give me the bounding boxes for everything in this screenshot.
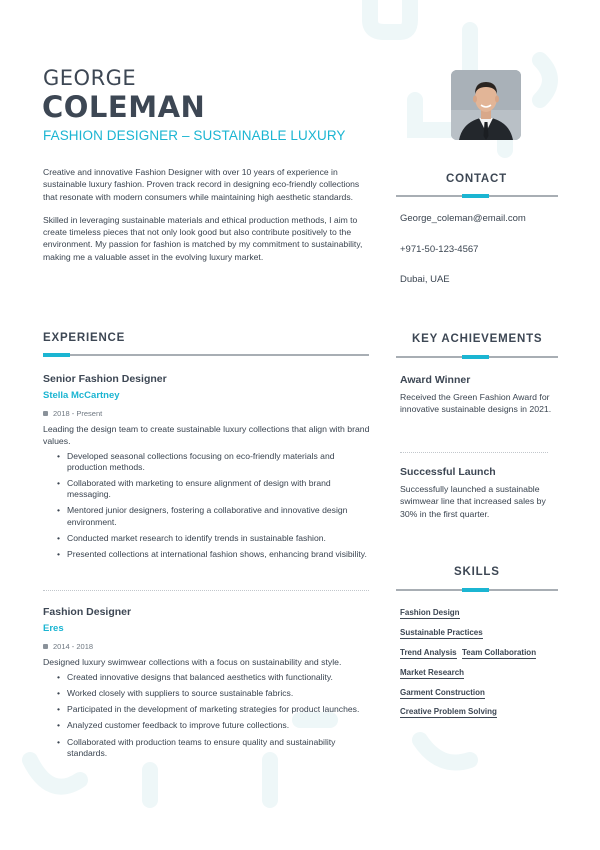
skill-tag: Team Collaboration	[462, 648, 537, 657]
achievement-divider	[400, 452, 548, 453]
skill-tag: Market Research	[400, 668, 465, 677]
skill-tag: Trend Analysis	[400, 648, 457, 657]
contact-location: Dubai, UAE	[400, 274, 450, 285]
job-bullet: • Collaborated with marketing to ensure alignment of design with brand messaging.	[57, 478, 370, 500]
job-bullet: • Worked closely with suppliers to source sustainable fabrics.	[57, 688, 370, 699]
profile-photo	[451, 70, 521, 140]
skill-tag: Fashion Design	[400, 608, 460, 617]
job-role: Senior Fashion Designer	[43, 373, 167, 385]
experience-heading: EXPERIENCE	[43, 332, 126, 344]
contact-rule-accent	[462, 194, 489, 198]
job-bullet: • Developed seasonal collections focusing on eco-friendly materials and production methods.	[57, 451, 370, 473]
skills-rule-accent	[462, 588, 489, 592]
job-role: Fashion Designer	[43, 606, 132, 618]
skill-tag: Creative Problem Solving	[400, 707, 497, 716]
job-entry	[43, 606, 370, 764]
calendar-icon	[43, 644, 48, 649]
job-company: Stella McCartney	[43, 390, 120, 401]
skill-tag: Garment Construction	[400, 688, 485, 697]
achievements-rule	[396, 356, 558, 358]
contact-rule	[396, 195, 558, 197]
achievements-rule-accent	[462, 355, 489, 359]
job-description: Designed luxury swimwear collections with a focus on sustainability and style.	[43, 657, 342, 667]
job-bullets	[43, 451, 370, 561]
achievement-text: Received the Green Fashion Award for innovative sustainable designs in 2021.	[400, 392, 552, 415]
achievement-item	[400, 466, 560, 520]
job-bullet: • Participated in the development of marketing strategies for product launches.	[57, 704, 370, 715]
experience-rule	[43, 354, 369, 356]
calendar-icon	[43, 411, 48, 416]
achievements-heading: KEY ACHIEVEMENTS	[412, 333, 543, 345]
last-name: COLEMAN	[42, 90, 206, 124]
achievement-text: Successfully launched a sustainable swimwear line that increased sales by 30% in the first quarter.	[400, 484, 546, 519]
job-description: Leading the design team to create sustainable luxury collections that align with brand values.	[43, 424, 370, 446]
experience-rule-accent	[43, 353, 70, 357]
job-dates-text: 2018 - Present	[53, 409, 103, 418]
summary-paragraph: Creative and innovative Fashion Designer with over 10 years of experience in sustainable luxury fashion. Proven track record in designing eco-friendly collections that resonate with modern consumers while maintaining high aesthetic standards.	[43, 167, 360, 202]
job-company: Eres	[43, 623, 64, 634]
job-dates-text: 2014 - 2018	[53, 642, 94, 651]
achievement-title: Award Winner	[400, 374, 471, 386]
first-name: GEORGE	[43, 66, 137, 90]
job-bullet: • Presented collections at international fashion shows, enhancing brand visibility.	[57, 549, 370, 560]
achievement-title: Successful Launch	[400, 466, 496, 478]
job-dates	[43, 642, 370, 651]
skill-tag: Sustainable Practices	[400, 628, 483, 637]
job-bullet: • Analyzed customer feedback to improve future collections.	[57, 720, 370, 731]
skills-heading: SKILLS	[454, 566, 500, 578]
job-bullet: • Collaborated with production teams to ensure quality and sustainability standards.	[57, 737, 370, 759]
job-bullets	[43, 672, 370, 759]
contact-phone[interactable]: +971-50-123-4567	[400, 244, 479, 255]
achievement-item	[400, 374, 560, 416]
summary	[43, 166, 368, 263]
job-title: FASHION DESIGNER – SUSTAINABLE LUXURY	[43, 128, 346, 143]
summary-paragraph: Skilled in leveraging sustainable materials and ethical production methods, I aim to create timeless pieces that not only look good but also contribute positively to the environment. My passion for fashion is matched by my commitment to sustainability, making me a valuable asset in the evolving luxury market.	[43, 214, 363, 262]
job-bullet: • Conducted market research to identify trends in sustainable fashion.	[57, 533, 370, 544]
skills-rule	[396, 589, 558, 591]
job-entry	[43, 373, 370, 565]
profile-photo-portrait	[451, 70, 521, 140]
job-divider	[43, 590, 369, 591]
job-bullet: • Created innovative designs that balanced aesthetics with functionality.	[57, 672, 370, 683]
job-bullet: • Mentored junior designers, fostering a collaborative and innovative design environment.	[57, 505, 370, 527]
contact-email[interactable]: George_coleman@email.com	[400, 213, 526, 224]
contact-heading: CONTACT	[446, 173, 507, 185]
job-dates	[43, 409, 370, 418]
